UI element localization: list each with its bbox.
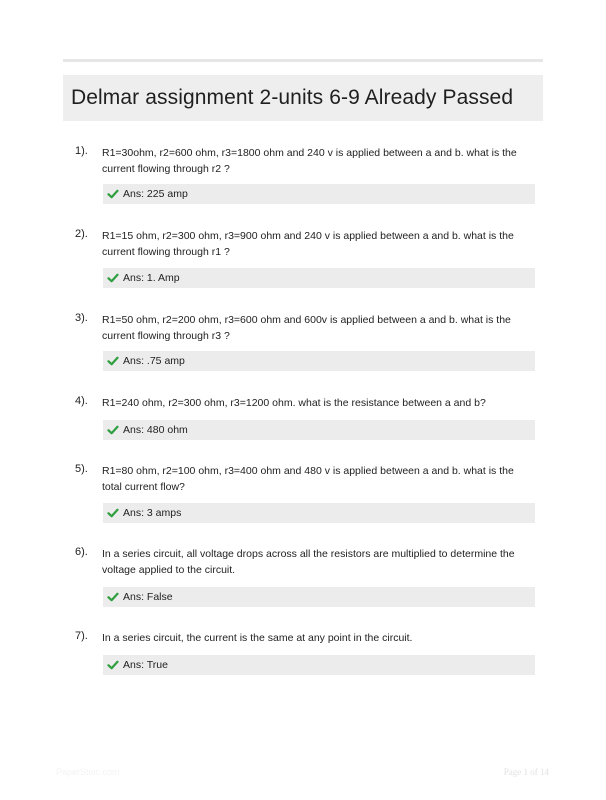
- answer-box: [103, 268, 535, 288]
- question-text: R1=240 ohm, r2=300 ohm, r3=1200 ohm. what is the resistance between a and b?: [102, 397, 486, 409]
- answer-text: Ans: 3 amps: [123, 507, 182, 519]
- question-number: 4).: [75, 395, 88, 407]
- question-text: R1=80 ohm, r2=100 ohm, r3=400 ohm and 480 v is applied between a and b. what is the total current flow?: [102, 465, 514, 493]
- question-number: 6).: [75, 546, 88, 558]
- answer-text: Ans: 1. Amp: [123, 272, 180, 284]
- page-title: Delmar assignment 2-units 6-9 Already Passed: [71, 86, 514, 109]
- answer-box: [103, 587, 535, 607]
- question-text: In a series circuit, the current is the same at any point in the circuit.: [102, 632, 413, 644]
- question-text: R1=15 ohm, r2=300 ohm, r3=900 ohm and 240 v is applied between a and b. what is the current flowing through r1 ?: [102, 230, 514, 258]
- question-text: R1=50 ohm, r2=200 ohm, r3=600 ohm and 600v is applied between a and b. what is the current flowing through r3 ?: [102, 314, 511, 342]
- question-number: 1).: [75, 145, 88, 157]
- answer-text: Ans: 480 ohm: [123, 424, 188, 436]
- check-icon: [107, 424, 119, 436]
- answer-box: [103, 655, 535, 675]
- answer-box: [103, 184, 535, 204]
- answer-text: Ans: False: [123, 591, 173, 603]
- question-text: In a series circuit, all voltage drops across all the resistors are multiplied to determine the voltage applied to the circuit.: [102, 548, 515, 576]
- check-icon: [107, 507, 119, 519]
- check-icon: [107, 188, 119, 200]
- answer-box: [103, 351, 535, 371]
- check-icon: [107, 591, 119, 603]
- check-icon: [107, 272, 119, 284]
- question-number: 5).: [75, 463, 88, 475]
- question-text: R1=30ohm, r2=600 ohm, r3=1800 ohm and 240 v is applied between a and b. what is the current flowing through r2 ?: [102, 147, 517, 175]
- page-number: Page 1 of 14: [503, 767, 549, 777]
- answer-box: [103, 420, 535, 440]
- answer-text: Ans: .75 amp: [123, 355, 185, 367]
- check-icon: [107, 355, 119, 367]
- check-icon: [107, 659, 119, 671]
- answer-text: Ans: True: [123, 659, 168, 671]
- question-number: 7).: [75, 630, 88, 642]
- footer-watermark: PaperStoic.com: [56, 767, 120, 777]
- answer-text: Ans: 225 amp: [123, 188, 188, 200]
- answer-box: [103, 503, 535, 523]
- question-number: 3).: [75, 312, 88, 324]
- question-number: 2).: [75, 228, 88, 240]
- top-divider: [63, 59, 543, 62]
- title-bar: [63, 75, 543, 121]
